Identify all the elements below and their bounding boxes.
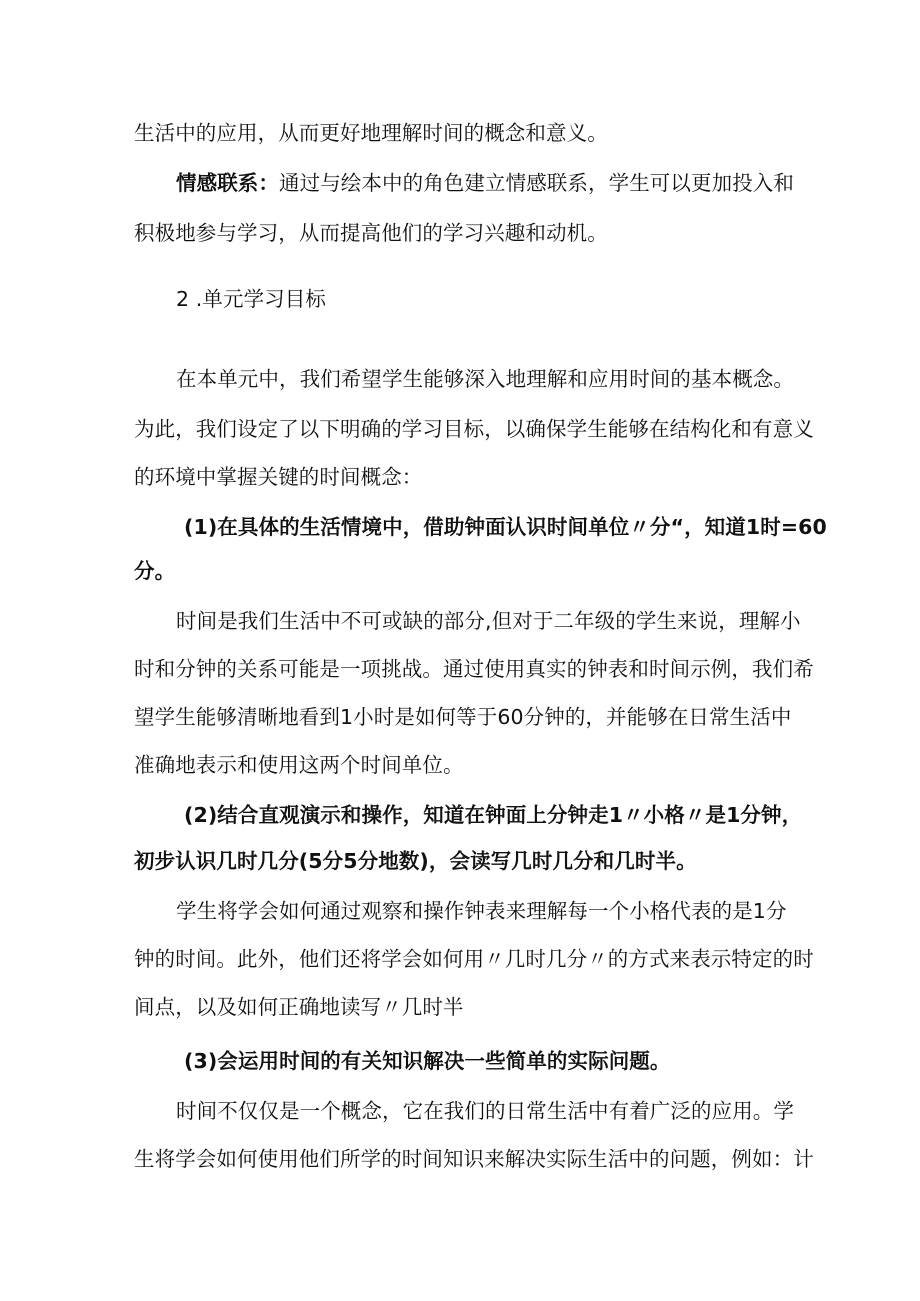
section-heading-unit-goals: 2 .单元学习目标: [176, 287, 326, 311]
goal-1-line-2: 分。: [134, 559, 176, 583]
paragraph-line-13: 准确地表示和使用这两个时间单位。: [134, 753, 464, 777]
goal-3-line-1: (3)会运用时间的有关知识解决一些简单的实际问题。: [184, 1049, 671, 1073]
emotional-connection-text: 通过与绘本中的角色建立情感联系，学生可以更加投入和: [279, 171, 794, 195]
paragraph-line-21: 生将学会如何使用他们所学的时间知识来解决实际生活中的问题，例如：计: [134, 1147, 814, 1171]
goal-1-line-1: (1)在具体的生活情境中，借助钟面认识时间单位〃分“，知道1时=60: [184, 515, 827, 539]
paragraph-line-6: 为此，我们设定了以下明确的学习目标，以确保学生能够在结构化和有意义: [134, 417, 814, 441]
emotional-connection-label: 情感联系：: [176, 171, 279, 195]
paragraph-line-3: 积极地参与学习，从而提高他们的学习兴趣和动机。: [134, 221, 608, 245]
emotional-connection-line: [176, 168, 794, 198]
paragraph-line-7: 的环境中掌握关键的时间概念：: [134, 465, 423, 489]
paragraph-line-1: 生活中的应用，从而更好地理解时间的概念和意义。: [134, 121, 608, 145]
paragraph-line-5: 在本单元中，我们希望学生能够深入地理解和应用时间的基本概念。: [176, 367, 794, 391]
paragraph-line-16: 学生将学会如何通过观察和操作钟表来理解每一个小格代表的是1分: [176, 899, 787, 923]
goal-2-line-2: 初步认识几时几分(5分5分地数)，会读写几时几分和几时半。: [134, 849, 697, 873]
paragraph-line-20: 时间不仅仅是一个概念，它在我们的日常生活中有着广泛的应用。学: [176, 1099, 794, 1123]
paragraph-line-10: 时间是我们生活中不可或缺的部分,但对于二年级的学生来说，理解小: [176, 609, 801, 633]
paragraph-line-17: 钟的时间。此外，他们还将学会如何用〃几时几分〃的方式来表示特定的时: [134, 947, 814, 971]
paragraph-line-11: 时和分钟的关系可能是一项挑战。通过使用真实的钟表和时间示例，我们希: [134, 657, 814, 681]
paragraph-line-18: 间点，以及如何正确地读写〃几时半: [134, 995, 464, 1019]
paragraph-line-12: 望学生能够清晰地看到1小时是如何等于60分钟的，并能够在日常生活中: [134, 705, 792, 729]
goal-2-line-1: (2)结合直观演示和操作，知道在钟面上分钟走1〃小格〃是1分钟，: [184, 803, 803, 827]
